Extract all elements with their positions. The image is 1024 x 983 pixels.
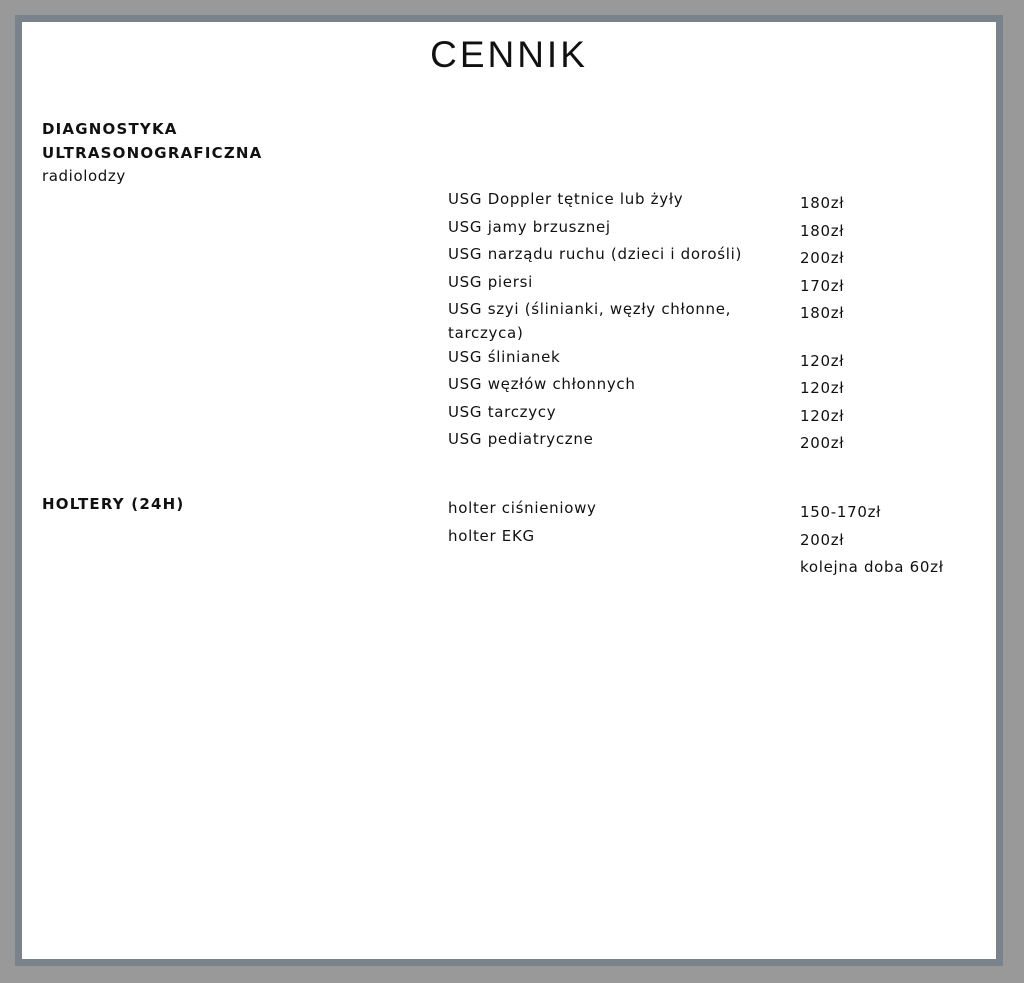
service-price: 170zł (800, 276, 845, 295)
service-price: 180zł (800, 304, 845, 323)
service-list (448, 188, 978, 456)
service-name: USG węzłów chłonnych (448, 375, 636, 394)
service-row (448, 243, 978, 271)
section-heading: HOLTERY (24H) (42, 495, 185, 513)
service-list (448, 497, 978, 580)
page-title: CENNIK (430, 34, 588, 75)
service-price: 200zł (800, 530, 845, 549)
service-row (448, 188, 978, 216)
service-price: 120zł (800, 406, 845, 425)
service-name: USG piersi (448, 272, 533, 291)
service-row (448, 401, 978, 429)
service-name: holter ciśnieniowy (448, 499, 597, 517)
section-header (42, 118, 362, 189)
service-name: USG jamy brzusznej (448, 217, 611, 236)
service-row (448, 346, 978, 374)
service-price: 200zł (800, 249, 845, 268)
service-price: 180zł (800, 194, 845, 212)
service-price: 120zł (800, 351, 845, 370)
service-name: USG tarczycy (448, 402, 557, 421)
section-header (42, 493, 362, 517)
service-row (448, 552, 978, 580)
service-price: 180zł (800, 221, 845, 240)
service-name: USG ślinianek (448, 347, 561, 366)
service-price: 120zł (800, 379, 845, 398)
service-row (448, 216, 978, 244)
service-row (448, 373, 978, 401)
service-price: 150-170zł (800, 503, 882, 521)
service-name: holter EKG (448, 526, 535, 545)
service-row (448, 428, 978, 456)
price-list-frame (15, 15, 1003, 966)
service-row (448, 525, 978, 553)
service-price: 200zł (800, 434, 845, 453)
service-name: USG Doppler tętnice lub żyły (448, 190, 684, 208)
section-heading: DIAGNOSTYKA ULTRASONOGRAFICZNA (42, 120, 263, 162)
section-subheading: radiolodzy (42, 167, 126, 186)
service-row (448, 271, 978, 299)
service-row (448, 298, 978, 345)
service-row (448, 497, 978, 525)
service-name: USG pediatryczne (448, 430, 594, 449)
service-name: USG narządu ruchu (dzieci i dorośli) (448, 245, 742, 264)
service-name: USG szyi (ślinianki, węzły chłonne, tarczyca) (448, 300, 732, 342)
service-price: kolejna doba 60zł (800, 558, 944, 577)
